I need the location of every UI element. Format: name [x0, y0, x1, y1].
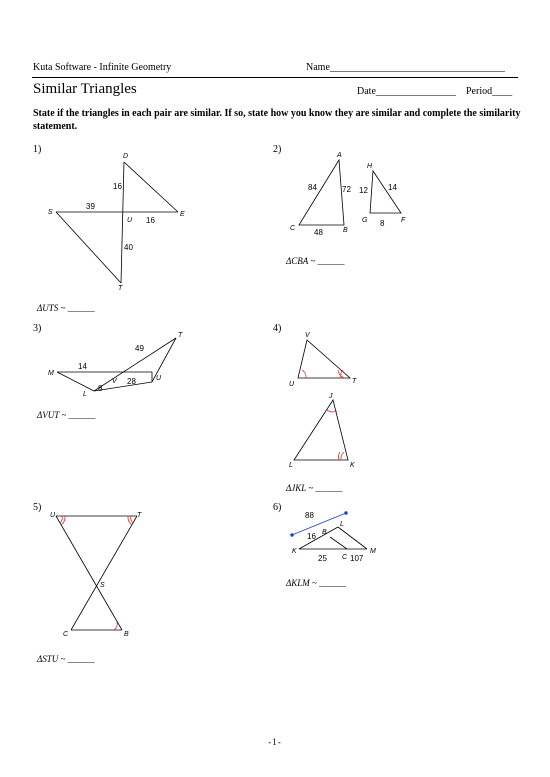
problem-4-statement: ΔJKL ~ ______	[286, 483, 343, 493]
vertex-label: C	[342, 554, 348, 561]
length-label: 48	[314, 228, 323, 237]
vertex-label: F	[401, 217, 406, 224]
vertex-label: M	[370, 548, 376, 555]
vertex-label: H	[367, 163, 373, 170]
vertex-label: J	[329, 393, 333, 400]
vertex-label: C	[290, 225, 296, 232]
vertex-label: E	[180, 211, 185, 218]
figure-3-labels	[48, 332, 183, 398]
vertex-label: U	[50, 512, 56, 519]
vertex-label: S	[100, 582, 105, 589]
length-label: 12	[359, 186, 368, 195]
length-label: 16	[113, 182, 122, 191]
figure-6-labels	[292, 521, 376, 561]
problem-3-number: 3)	[33, 323, 42, 334]
period-field: Period____	[466, 86, 513, 97]
vertex-label: L	[340, 521, 344, 528]
length-label: 25	[318, 554, 327, 563]
instructions: State if the triangles in each pair are similar. If so, state how you know they are similar and complete the similarity statement.	[33, 108, 521, 132]
vertex-label: T	[118, 285, 123, 292]
length-label: 84	[308, 183, 317, 192]
vertex-label: D	[123, 153, 129, 160]
problem-6-number: 6)	[273, 502, 282, 513]
length-label: 8	[98, 384, 103, 393]
problem-5-statement: ΔSTU ~ ______	[37, 654, 95, 664]
length-label: 40	[124, 243, 133, 252]
figure-1-lengths	[86, 182, 155, 252]
length-label: 39	[86, 202, 95, 211]
vertex-label: V	[112, 378, 117, 385]
length-label: 28	[127, 377, 136, 386]
vertex-label: K	[350, 462, 355, 469]
length-label: 49	[135, 344, 144, 353]
length-label: 14	[388, 183, 397, 192]
problem-4-number: 4)	[273, 323, 282, 334]
vertex-label: L	[289, 462, 293, 469]
figure-5-angle-marks	[60, 516, 133, 630]
vertex-label: B	[322, 529, 327, 536]
figure-4-labels	[289, 332, 357, 469]
vertex-label: C	[63, 631, 69, 638]
vertex-label: T	[137, 512, 142, 519]
problem-2-number: 2)	[273, 144, 282, 155]
vertex-label: K	[292, 548, 297, 555]
vertex-label: L	[83, 391, 87, 398]
page-number: -1-	[268, 737, 282, 747]
length-label: 107	[350, 554, 364, 563]
vertex-label: U	[127, 217, 133, 224]
length-label: 16	[307, 532, 316, 541]
problem-6-statement: ΔKLM ~ ______	[286, 578, 347, 588]
vertex-label: S	[48, 209, 53, 216]
vertex-label: U	[289, 381, 295, 388]
vertex-label: G	[362, 217, 368, 224]
company-name: Kuta Software - Infinite Geometry	[33, 62, 172, 73]
problem-5-number: 5)	[33, 502, 42, 513]
problem-2-statement: ΔCBA ~ ______	[286, 256, 345, 266]
name-field: Name___________________________________	[306, 62, 505, 73]
length-label: 88	[305, 511, 314, 520]
figure-2-lengths	[308, 183, 397, 237]
vertex-label: A	[337, 152, 342, 159]
length-label: 8	[380, 219, 385, 228]
figure-6-lengths	[305, 511, 364, 563]
length-label: 16	[146, 216, 155, 225]
date-field: Date________________	[357, 86, 456, 97]
figure-4	[294, 340, 350, 460]
problem-1-number: 1)	[33, 144, 42, 155]
vertex-label: B	[343, 227, 348, 234]
vertex-label: V	[305, 332, 310, 339]
vertex-label: T	[178, 332, 183, 339]
figure-5	[56, 516, 137, 630]
length-label: 72	[342, 185, 351, 194]
vertex-label: U	[156, 375, 162, 382]
figure-1	[56, 162, 178, 283]
problem-1-statement: ΔUTS ~ ______	[37, 303, 95, 313]
problem-3-statement: ΔVUT ~ ______	[37, 410, 96, 420]
vertex-label: M	[48, 370, 54, 377]
figure-3-lengths	[78, 344, 144, 393]
vertex-label: B	[124, 631, 129, 638]
worksheet-title: Similar Triangles	[33, 81, 137, 97]
vertex-label: T	[352, 378, 357, 385]
figure-6-dimension-line	[291, 512, 348, 537]
figure-1-labels	[48, 153, 185, 292]
length-label: 14	[78, 362, 87, 371]
